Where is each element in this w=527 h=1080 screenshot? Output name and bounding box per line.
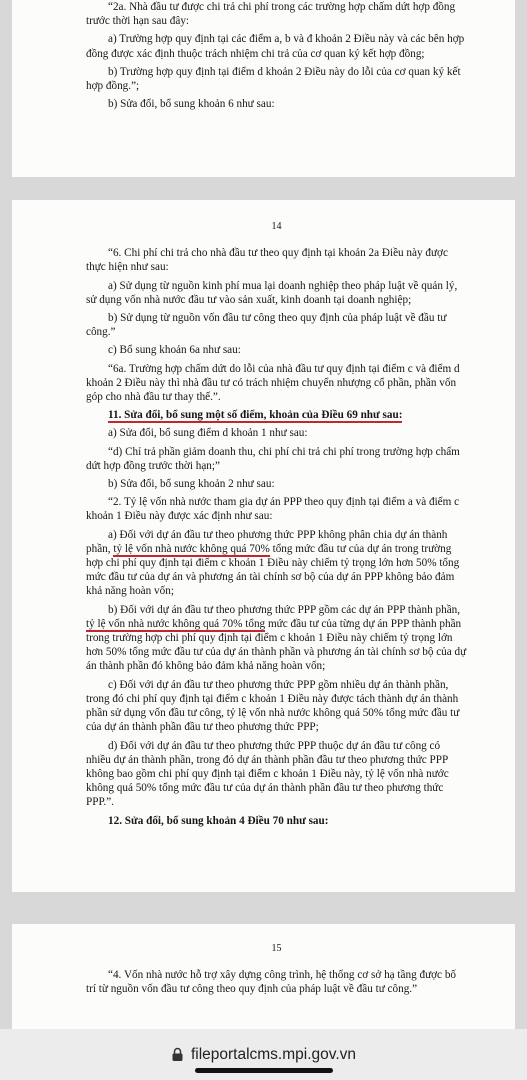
lock-icon (171, 1047, 184, 1062)
url-text[interactable]: fileportalcms.mpi.gov.vn (190, 1045, 357, 1063)
paragraph: b) Sửa đổi, bổ sung khoản 2 như sau: (108, 478, 275, 491)
paragraph: “4. Vốn nhà nước hỗ trợ xây dựng công trình, hệ thống cơ sở hạ tầng được bố trí từ nguồn vốn đầu tư công theo quy định của pháp luật về đầu tư công.” (86, 969, 457, 996)
paragraph: “6a. Trường hợp chấm dứt do lỗi của nhà đầu tư quy định tại điểm c và điểm d khoản 2 Điều này thì nhà đầu tư có trách nhiệm chuyển nhượng cổ phần, phần vốn góp cho nhà đầu tư thay thế.”. (86, 362, 460, 404)
page-number: 15 (271, 943, 282, 954)
paragraph: “2. Tỷ lệ vốn nhà nước tham gia dự án PPP theo quy định tại điểm a và điểm c khoản 1 Điều này được xác định như sau: (86, 496, 460, 523)
page-number: 14 (271, 221, 282, 232)
document-page-13-bottom (12, 0, 515, 177)
highlighted-text: tỷ lệ vốn nhà nước không quá 70% (113, 542, 270, 555)
paragraph: a) Sử dụng từ nguồn kinh phí mua lại doanh nghiệp theo pháp luật về quản lý, sử dụng vốn nhà nước đầu tư vào sản xuất, kinh doanh tại doanh nghiệp; (86, 279, 458, 306)
section-heading-11 (86, 408, 467, 422)
paragraph: “2a. Nhà đầu tư được chi trả chi phí trong các trường hợp chấm dứt hợp đồng trước thời hạn sau đây: (86, 1, 456, 28)
paragraph: “d) Chỉ trả phần giảm doanh thu, chi phí chi trả chi phí trong trường hợp chấm dứt hợp đồng trước thời hạn;” (86, 445, 460, 472)
text-run: a) Đối với dự án đầu tư theo phương thức PPP không phân chia dự án thành phần, (86, 528, 448, 555)
paragraph: d) Đối với dự án đầu tư theo phương thức PPP thuộc dự án đầu tư công có nhiều dự án thành phần, trong đó dự án thành phần đầu tư theo phương thức PPP không bao gồm chi phí quy định tại điểm c khoản 1 Điều này, tỷ lệ vốn nhà nước không quá 50% tổng mức đầu tư của dự án thành phần đầu tư theo phương thức PPP.”. (86, 739, 449, 809)
heading-text: 11. Sửa đổi, bổ sung một số điểm, khoản của Điều 69 như sau: (108, 409, 403, 422)
paragraph (86, 528, 467, 599)
text-run: mức đầu tư của từng dự án PPP thành phần trong trường hợp chi phí quy định tại điểm c khoản 1 Điều này chiếm tỷ trọng lớn hơn 50% tổng mức đầu tư của dự án thành phần và phương án tài chính sơ bộ của dự án thành phần đó không bảo đảm khả năng hoàn vốn; (86, 617, 467, 673)
text-run: b) Đối với dự án đầu tư theo phương thức PPP gồm các dự án PPP thành phần, (108, 603, 461, 616)
paragraph: b) Sửa đổi, bổ sung khoản 6 như sau: (108, 98, 275, 111)
paragraph: b) Trường hợp quy định tại điểm d khoản 2 Điều này do lỗi của cơ quan ký kết hợp đồng.”; (86, 65, 461, 93)
paragraph: a) Trường hợp quy định tại các điểm a, b và đ khoản 2 Điều này và các bên hợp đồng được xác định thuộc trách nhiệm chi trả của cơ quan ký kết hợp đồng; (86, 33, 465, 60)
paragraph: a) Sửa đổi, bổ sung điểm d khoản 1 như sau: (108, 427, 308, 440)
paragraph: b) Sử dụng từ nguồn vốn đầu tư công theo quy định của pháp luật về đầu tư công.” (86, 312, 447, 339)
section-heading-12: 12. Sửa đổi, bổ sung khoản 4 Điều 70 như sau: (108, 814, 329, 827)
paragraph: “6. Chi phí chi trả cho nhà đầu tư theo quy định tại khoản 2a Điều này được thực hiện như sau: (86, 247, 448, 274)
paragraph (86, 603, 467, 674)
paragraph: c) Bổ sung khoản 6a như sau: (108, 344, 241, 357)
document-page-15 (12, 924, 515, 1029)
text-run: tổng mức đầu tư của dự án trong trường hợp chi phí quy định tại điểm c khoản 1 Điều này chiếm tỷ trọng lớn hơn 50% tổng mức đầu tư của dự án và phương án tài chính sơ bộ của dự án PPP không bảo đảm khả năng hoàn vốn; (86, 542, 460, 598)
paragraph: c) Đối với dự án đầu tư theo phương thức PPP gồm nhiều dự án thành phần, trong đó chi phí quy định tại điểm c khoản 1 Điều này được tách thành dự án thành phần sử dụng vốn đầu tư công, tỷ lệ vốn nhà nước không quá 50% tổng mức đầu tư của dự án thành phần đầu tư theo phương thức PPP; (86, 678, 460, 734)
document-page-14 (12, 200, 515, 892)
highlighted-text: tỷ lệ vốn nhà nước không quá 70% tổng (86, 617, 266, 630)
home-indicator[interactable] (195, 1068, 333, 1073)
